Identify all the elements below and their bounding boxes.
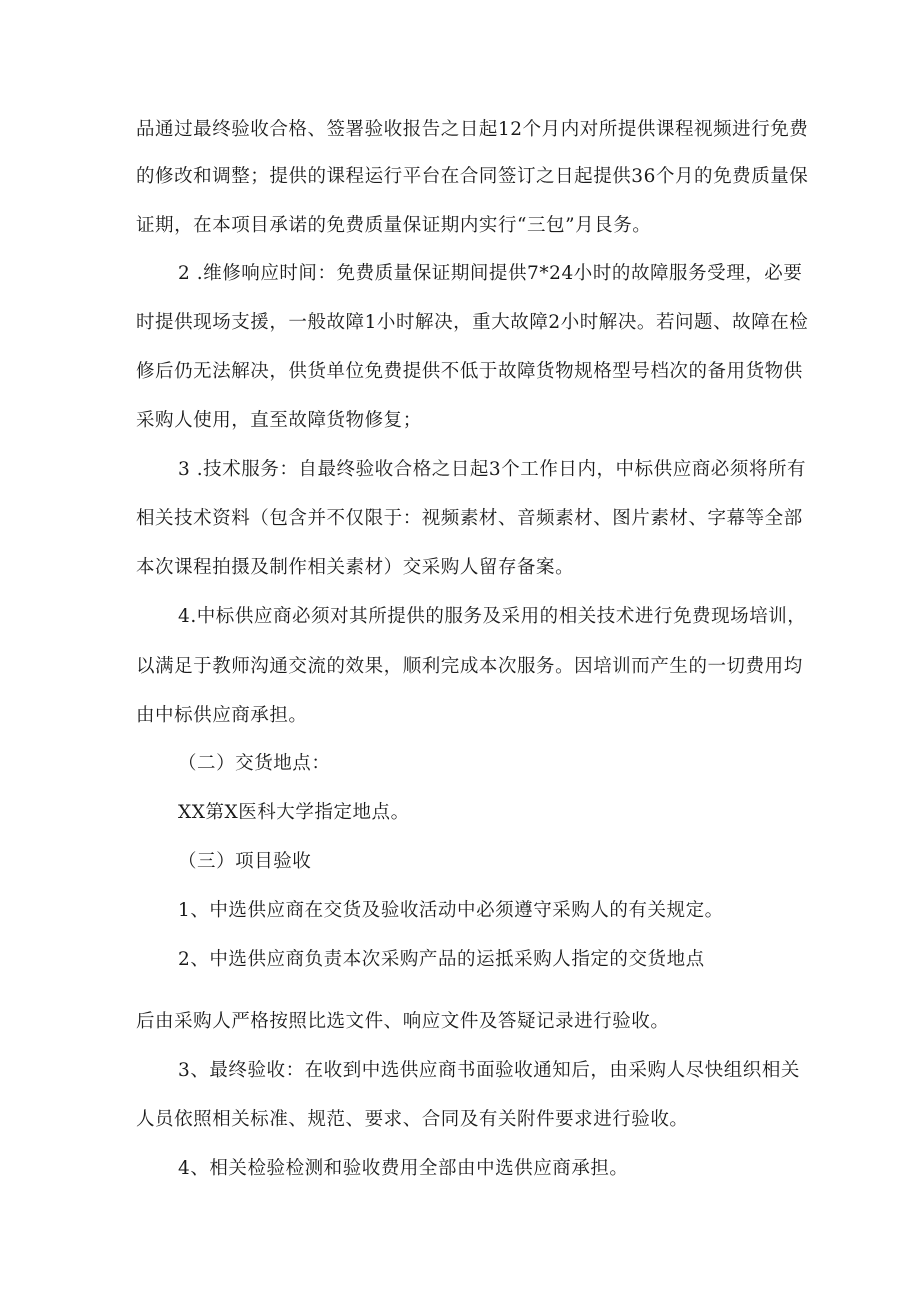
text-line: 2、中选供应商负责本次采购产品的运抵采购人指定的交货地点 (178, 949, 705, 970)
section-heading: （三）项目验收 (178, 851, 312, 872)
text-line: 1、中选供应商在交货及验收活动中必须遵守采购人的有关规定。 (178, 900, 724, 921)
text-line: 修后仍无法解决，供货单位免费提供不低于故障货物规格型号档次的备用货物供 (136, 361, 803, 382)
text-line: 后由采购人严格按照比选文件、响应文件及答疑记录进行验收。 (136, 1011, 670, 1032)
text-line: 由中标供应商承担。 (136, 705, 308, 726)
text-line: 品通过最终验收合格、签署验收报告之日起12个月内对所提供课程视频进行免费 (136, 119, 809, 140)
text-line: 3 .技术服务：自最终验收合格之日起3个工作日内，中标供应商必须将所有 (178, 459, 807, 480)
text-line: XX第X医科大学指定地点。 (178, 802, 410, 823)
text-line: 的修改和调整；提供的课程运行平台在合同签订之日起提供36个月的免费质量保 (136, 166, 809, 187)
text-line: 以满足于教师沟通交流的效果，顺利完成本次服务。因培训而产生的一切费用均 (136, 656, 803, 677)
text-line: 4.中标供应商必须对其所提供的服务及采用的相关技术进行免费现场培训， (178, 606, 807, 627)
section-heading: （二）交货地点： (178, 753, 331, 774)
text-line: 采购人使用，直至故障货物修复； (136, 410, 422, 431)
text-line: 证期，在本项目承诺的免费质量保证期内实行“三包”月艮务。 (136, 215, 652, 236)
text-line: 时提供现场支援，一般故障1小时解决，重大故障2小时解决。若问题、故障在检 (136, 312, 809, 333)
text-line: 3、最终验收：在收到中选供应商书面验收通知后，由采购人尽快组织相关 (178, 1060, 800, 1081)
text-line: 人员依照相关标准、规范、要求、合同及有关附件要求进行验收。 (136, 1109, 689, 1130)
text-line: 4、相关检验检测和验收费用全部由中选供应商承担。 (178, 1158, 629, 1179)
text-line: 本次课程拍摄及制作相关素材）交采购人留存备案。 (136, 557, 575, 578)
text-line: 2 .维修响应时间：免费质量保证期间提供7*24小时的故障服务受理，必要 (178, 263, 803, 284)
text-line: 相关技术资料（包含并不仅限于：视频素材、音频素材、图片素材、字幕等全部 (136, 508, 803, 529)
